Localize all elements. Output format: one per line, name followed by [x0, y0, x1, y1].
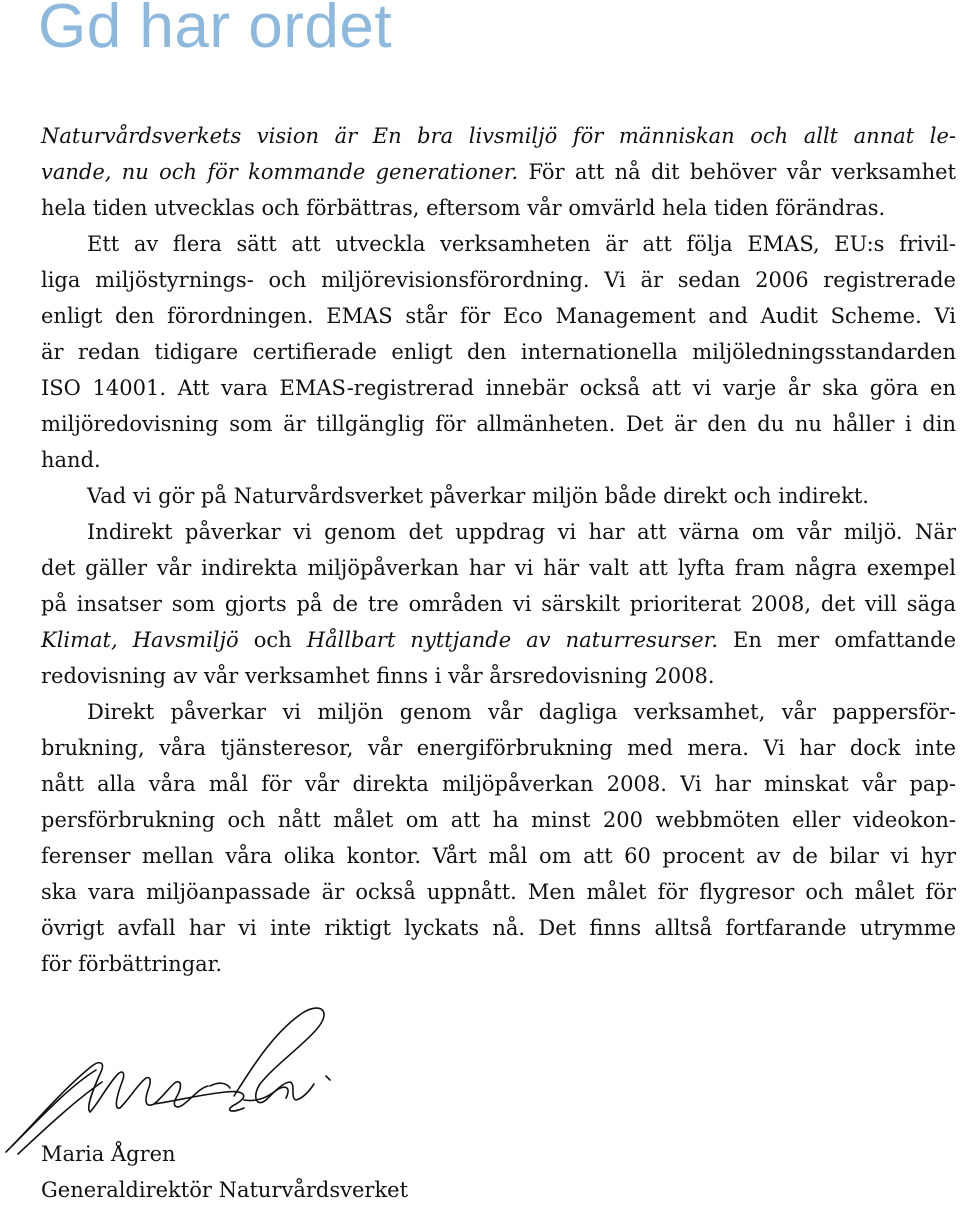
paragraph-3-line-5 [41, 622, 956, 658]
focus-area-italic-2: Hållbart nyttjande av naturresurser. [306, 628, 719, 652]
paragraph-3-line-3: det gäller vår indirekta miljöpåverkan har vi här valt att lyfta fram några exempel [41, 556, 956, 580]
paragraph-3-line-4: på insatser som gjorts på de tre områden vi särskilt prioriterat 2008, det vill säga [41, 592, 956, 616]
paragraph-1-line-1 [41, 118, 956, 154]
paragraph-4-line-5: ferenser mellan våra olika kontor. Vårt mål om att 60 procent av de bilar vi hyr [41, 844, 956, 868]
paragraph-2-line-6: miljöredovisning som är tillgänglig för allmänheten. Det är den du nu håller i din [41, 412, 956, 436]
signer-name: Maria Ågren [41, 1142, 176, 1166]
paragraph-1-line-3: hela tiden utvecklas och förbättras, eftersom vår omvärld hela tiden förändras. [41, 196, 886, 220]
paragraph-3-line-2: Indirekt påverkar vi genom det uppdrag vi har att värna om vår miljö. När [87, 520, 956, 544]
paragraph-4-line-4: persförbrukning och nått målet om att ha minst 200 webbmöten eller videokon- [41, 808, 956, 832]
paragraph-2-line-7: hand. [41, 448, 101, 472]
signer-title: Generaldirektör Naturvårdsverket [41, 1178, 409, 1202]
vision-italic-text: Naturvårdsverkets vision är En bra livsmiljö för människan och allt annat le- [41, 124, 956, 148]
focus-area-italic-1: Klimat, Havsmiljö [41, 628, 239, 652]
paragraph-4-line-3: nått alla våra mål för vår direkta miljöpåverkan 2008. Vi har minskat vår pap- [41, 772, 956, 796]
handwritten-signature [4, 1004, 344, 1156]
article-body [41, 118, 956, 982]
paragraph-3-line-1: Vad vi gör på Naturvårdsverket påverkar miljön både direkt och indirekt. [87, 484, 869, 508]
paragraph-1-line-2 [41, 154, 956, 190]
paragraph-4-line-6: ska vara miljöanpassade är också uppnått. Men målet för flygresor och målet för [41, 880, 956, 904]
paragraph-2-line-1: Ett av flera sätt att utveckla verksamheten är att följa EMAS, EU:s frivil- [87, 232, 956, 256]
paragraph-1-line-2-text: För att nå dit behöver vår verksamhet [518, 160, 956, 184]
paragraph-2-line-4: är redan tidigare certifierade enligt den internationella miljöledningsstandarden [41, 340, 956, 364]
paragraph-2-line-2: liga miljöstyrnings- och miljörevisionsförordning. Vi är sedan 2006 registrerade [41, 268, 956, 292]
page-title: Gd har ordet [38, 0, 393, 61]
signer-block [41, 1136, 408, 1208]
paragraph-3-line-5-text: En mer omfattande [718, 628, 957, 652]
paragraph-2-line-5: ISO 14001. Att vara EMAS-registrerad innebär också att vi varje år ska göra en [41, 376, 956, 400]
vision-italic-text-end: vande, nu och för kommande generationer. [41, 160, 519, 184]
paragraph-4-line-8: för förbättringar. [41, 952, 223, 976]
conjunction-text: och [238, 628, 307, 652]
paragraph-3-line-6: redovisning av vår verksamhet finns i vår årsredovisning 2008. [41, 664, 715, 688]
paragraph-4-line-1: Direkt påverkar vi miljön genom vår dagliga verksamhet, vår pappersför- [87, 700, 956, 724]
paragraph-4-line-2: brukning, våra tjänsteresor, vår energiförbrukning med mera. Vi har dock inte [41, 736, 956, 760]
paragraph-4-line-7: övrigt avfall har vi inte riktigt lyckats nå. Det finns alltså fortfarande utrymme [41, 916, 956, 940]
paragraph-2-line-3: enligt den förordningen. EMAS står för Eco Management and Audit Scheme. Vi [41, 304, 956, 328]
